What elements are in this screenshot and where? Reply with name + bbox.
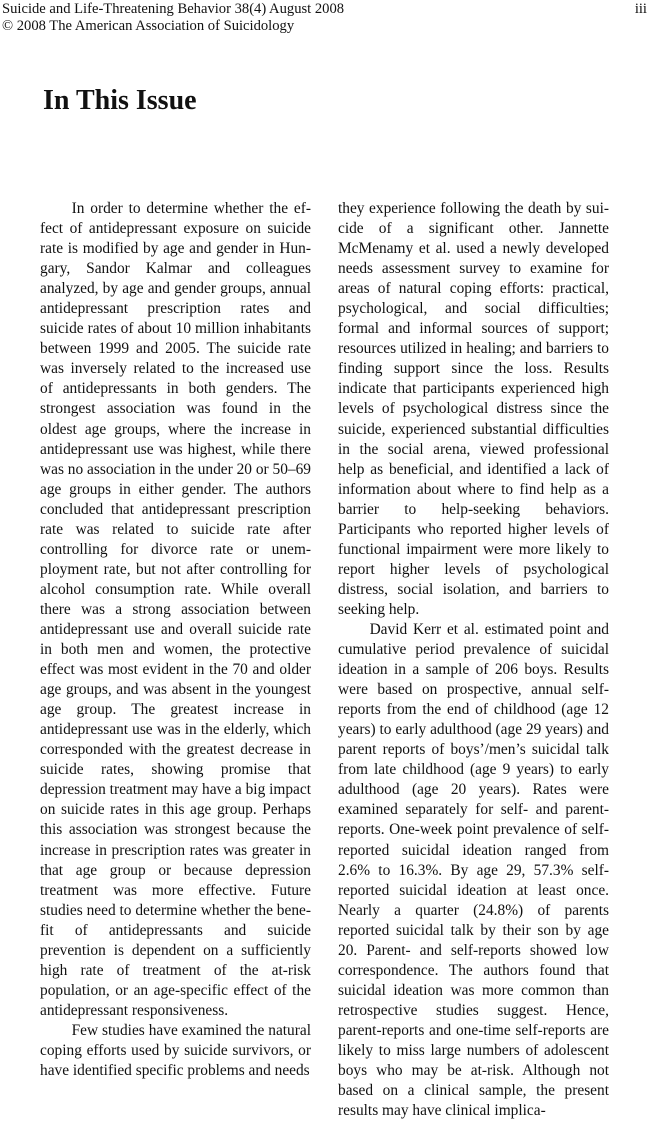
journal-header: Suicide and Life-Threatening Behavior 38(4) August 2008 (2, 1, 345, 17)
left-column (40, 199, 311, 1081)
paragraph-survivors-continued: they experience following the death by suicide of a significant other. Jannette McMenamy et al. used a newly developed needs assessment survey to examine for areas of natural coping efforts: practical, psychological, and social difficulties; formal and informal sources of support; resources utilized in healing; and barriers to finding support since the loss. Results indicate that participants experienced high levels of psychological distress since the suicide, experienced substantial difficulties in the social arena, viewed professional help as beneficial, and identified a lack of information about where to find help as a barrier to help-seeking behaviors. Participants who reported higher levels of functional impairment were more likely to report higher levels of psychological distress, social isolation, and barriers to seeking help. (338, 200, 609, 618)
right-column (338, 199, 609, 1121)
page-number: iii (634, 1, 647, 17)
paragraph-survivors-start: Few studies have examined the natural coping efforts used by suicide survivors, or have identified specific problems and needs (40, 1021, 311, 1080)
copyright-line: © 2008 The American Association of Suicidology (2, 18, 295, 34)
paragraph-antidepressants: In order to determine whether the effect of antidepressant exposure on suicide rate is modified by age and gender in Hungary, Sandor Kalmar and colleagues analyzed, by age and gender groups, annual antidepressant prescription rates and suicide rates of about 10 million inhabitants between 1999 and 2005. The suicide rate was inversely related to the increased use of antidepressants in both genders. The strongest association was found in the oldest age groups, where the increase in antidepressant use was highest, while there was no association in the under 20 or 50–69 age groups in either gender. The authors concluded that antidepressant prescription rate was related to suicide rate after controlling for divorce rate or unemployment rate, but not after controlling for alcohol consumption rate. While overall there was a strong association between antidepressant use and overall suicide rate in both men and women, the protective effect was most evident in the 70 and older age groups, and was absent in the youngest age group. The greatest increase in antidepressant use was in the elderly, which corresponded with the greatest decrease in suicide rates, showing promise that depression treatment may have a big impact on suicide rates in this age group. Perhaps this association was strongest because the increase in prescription rates was greater in that age group or because depression treatment was more effective. Future studies need to determine whether the benefit of antidepressants and suicide prevention is dependent on a sufficiently high rate of treatment of the at-risk population, or an age-specific effect of the antidepressant responsiveness. (40, 200, 311, 1019)
page-title: In This Issue (43, 85, 197, 116)
paragraph-suicidal-ideation: David Kerr et al. estimated point and cumulative period prevalence of suicidal ideation in a sample of 206 boys. Results were based on prospective, annual self-reports from the end of childhood (age 12 years) to early adulthood (age 29 years) and parent reports of boys’/men’s suicidal talk from late childhood (age 9 years) to early adulthood (age 20 years). Rates were examined separately for self- and parent-reports. One-week point prevalence of self-reported suicidal ideation ranged from 2.6% to 16.3%. By age 29, 57.3% self-reported suicidal ideation at least once. Nearly a quarter (24.8%) of parents reported suicidal talk by their son by age 20. Parent- and self-reports showed low correspondence. The authors found that suicidal ideation was more common than retrospective studies suggest. Hence, parent-reports and one-time self-reports are likely to miss large numbers of adolescent boys who may be at-risk. Although not based on a clinical sample, the present results may have clinical implica- (338, 620, 609, 1120)
